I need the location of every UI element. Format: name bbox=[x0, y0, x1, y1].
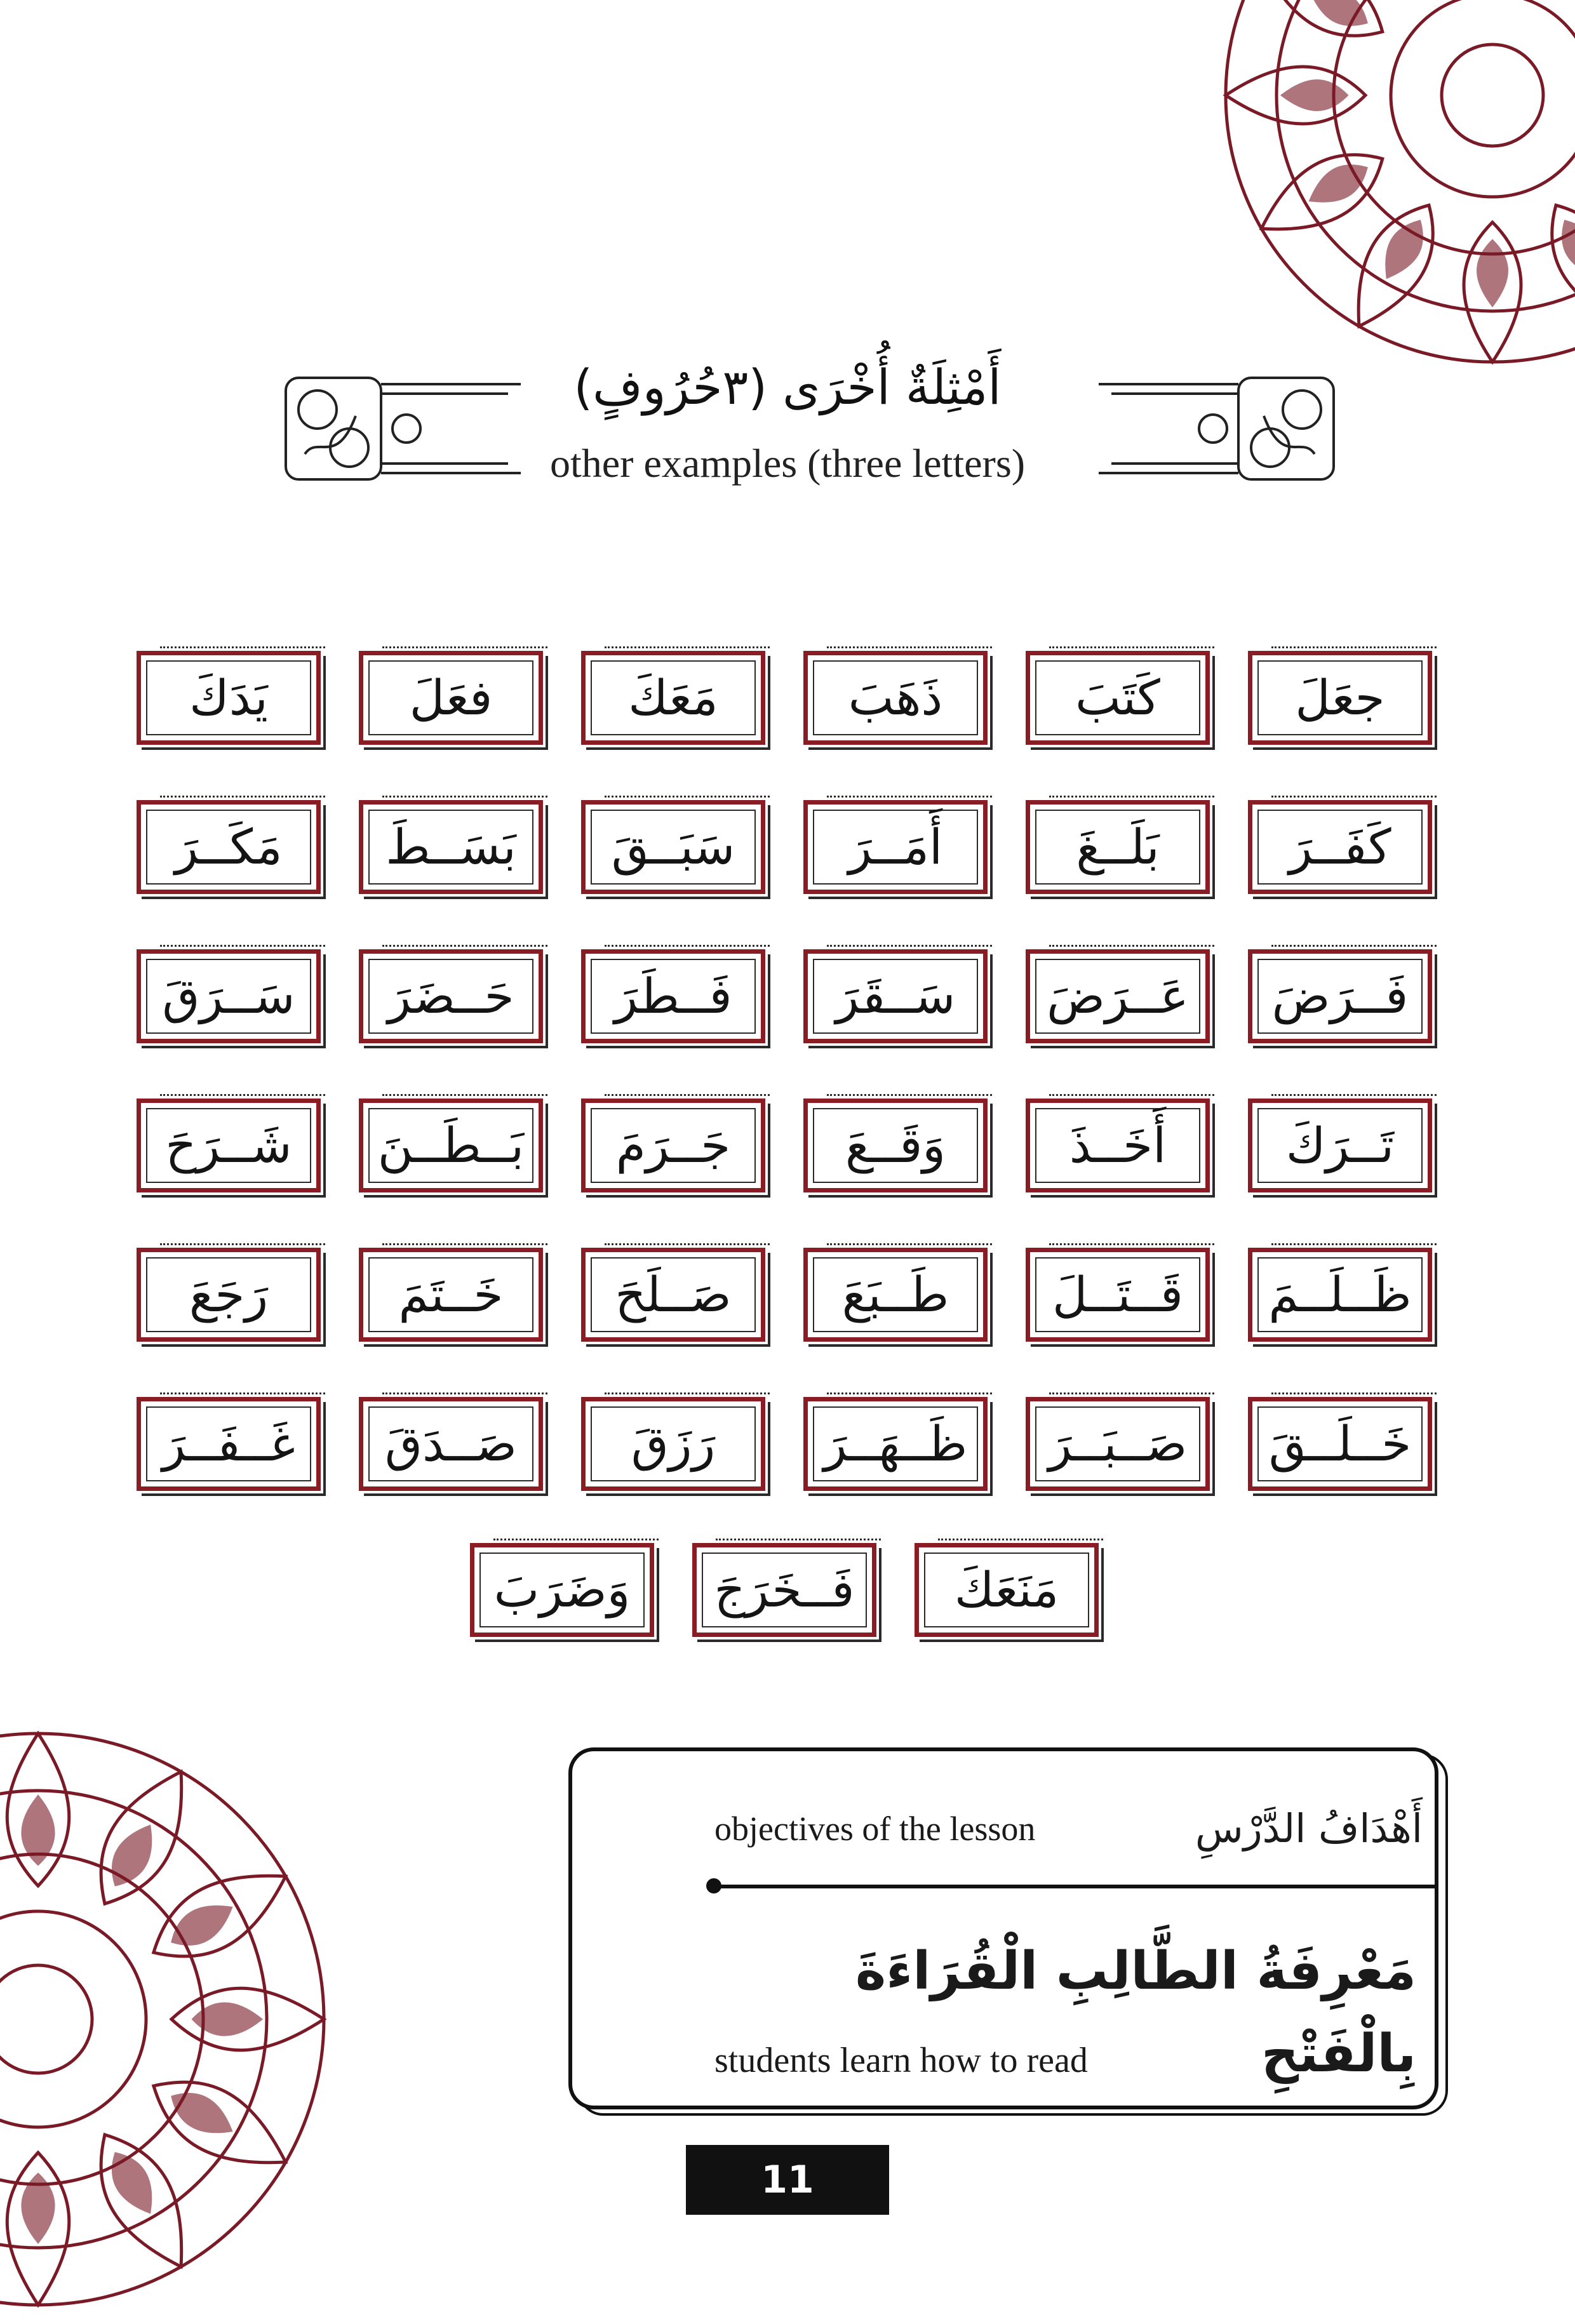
word-card bbox=[1248, 651, 1432, 745]
word-text: فعَلَ bbox=[409, 669, 493, 726]
objectives-divider-dot bbox=[706, 1878, 721, 1893]
word-card bbox=[137, 1397, 321, 1491]
word-card bbox=[692, 1543, 876, 1637]
word-card bbox=[1248, 1397, 1432, 1491]
word-card bbox=[581, 651, 765, 745]
word-text: جَــرَمَ bbox=[615, 1117, 731, 1173]
word-card bbox=[1026, 1397, 1210, 1491]
word-card bbox=[803, 651, 988, 745]
word-card bbox=[581, 1397, 765, 1491]
word-text: ظَــهَــرَ bbox=[823, 1415, 968, 1472]
word-card bbox=[137, 1099, 321, 1192]
word-card bbox=[581, 949, 765, 1043]
word-text: بَــطَــنَ bbox=[377, 1117, 525, 1173]
word-text: سَبَــقَ bbox=[611, 818, 735, 875]
word-text: أَخَــذَ bbox=[1069, 1117, 1167, 1173]
word-card bbox=[1026, 800, 1210, 894]
word-card bbox=[1248, 800, 1432, 894]
word-card bbox=[1026, 651, 1210, 745]
word-text: كَفَــرَ bbox=[1289, 818, 1391, 875]
word-card bbox=[581, 800, 765, 894]
objectives-text-arabic: مَعْرِفَةُ الطَّالِبِ الْقُرَاءَةَ بِالْفَتْحِ bbox=[855, 1941, 1416, 2084]
word-text: وَقَــعَ bbox=[845, 1117, 946, 1173]
word-text: تَــرَكَ bbox=[1285, 1117, 1395, 1173]
word-card bbox=[137, 1248, 321, 1342]
word-text: طَــبَعَ bbox=[841, 1266, 949, 1323]
word-text: بَلَــغَ bbox=[1076, 818, 1160, 875]
word-card bbox=[803, 949, 988, 1043]
word-text: بَسَــطَ bbox=[385, 818, 516, 875]
word-card bbox=[470, 1543, 654, 1637]
word-text: كَتَبَ bbox=[1075, 669, 1160, 726]
objectives-heading-arabic: أَهْدَافُ الدَّرْسِ bbox=[1195, 1805, 1423, 1852]
word-text: وَضَرَبَ bbox=[493, 1561, 631, 1618]
word-text: رَجَعَ bbox=[189, 1266, 269, 1323]
word-text: عَــرَضَ bbox=[1047, 968, 1189, 1024]
word-card bbox=[1248, 1248, 1432, 1342]
word-text: سَــقَرَ bbox=[835, 968, 956, 1024]
word-card bbox=[803, 800, 988, 894]
word-card bbox=[803, 1397, 988, 1491]
word-card bbox=[359, 1248, 543, 1342]
page-title-arabic: أَمْثِلَةٌ أُخْرَى (٣حُرُوفٍ) bbox=[573, 359, 1002, 415]
word-text: جعَلَ bbox=[1295, 669, 1385, 726]
objectives-text-english: students learn how to read bbox=[714, 2041, 1088, 2080]
word-card bbox=[137, 800, 321, 894]
word-text: صَــبَــرَ bbox=[1048, 1415, 1188, 1472]
word-card bbox=[137, 949, 321, 1043]
word-text: ظَــلَــمَ bbox=[1268, 1266, 1412, 1323]
scroll-ornament-left bbox=[279, 371, 527, 486]
word-text: ذَهَبَ bbox=[848, 669, 943, 726]
word-card bbox=[359, 800, 543, 894]
word-card bbox=[359, 1099, 543, 1192]
word-card bbox=[1026, 949, 1210, 1043]
word-card bbox=[137, 651, 321, 745]
mandala-ornament-top-right bbox=[1207, 0, 1575, 381]
mandala-ornament-bottom-left bbox=[0, 1714, 343, 2324]
word-text: فَــخَرَجَ bbox=[714, 1561, 855, 1618]
word-text: فَــطَرَ bbox=[614, 968, 732, 1024]
word-text: قَــتَــلَ bbox=[1052, 1266, 1183, 1323]
word-text: مَنَعَكَ bbox=[954, 1561, 1059, 1618]
word-text: صَــلَحَ bbox=[615, 1266, 732, 1323]
word-card bbox=[915, 1543, 1099, 1637]
objectives-divider bbox=[708, 1885, 1438, 1888]
word-card bbox=[1026, 1099, 1210, 1192]
word-text: غَــفَــرَ bbox=[162, 1415, 295, 1472]
word-text: سَــرَقَ bbox=[162, 968, 295, 1024]
word-text: صَــدَقَ bbox=[385, 1415, 517, 1472]
word-card bbox=[359, 1397, 543, 1491]
word-card bbox=[581, 1099, 765, 1192]
word-card bbox=[803, 1248, 988, 1342]
word-card bbox=[581, 1248, 765, 1342]
word-text: خَــلَــقَ bbox=[1268, 1415, 1412, 1472]
word-card bbox=[359, 949, 543, 1043]
word-text: خَــتَمَ bbox=[398, 1266, 504, 1323]
word-card bbox=[1026, 1248, 1210, 1342]
word-text: يَدَكَ bbox=[189, 669, 268, 726]
scroll-ornament-right bbox=[1092, 371, 1340, 486]
word-text: مَعَكَ bbox=[628, 669, 718, 726]
word-card bbox=[1248, 949, 1432, 1043]
word-text: شَــرَحَ bbox=[165, 1117, 292, 1173]
word-text: رَزَقَ bbox=[631, 1415, 716, 1472]
word-text: أَمَــرَ bbox=[848, 818, 943, 875]
page-number: 11 bbox=[686, 2145, 889, 2215]
word-text: فَــرَضَ bbox=[1271, 968, 1409, 1024]
word-card bbox=[803, 1099, 988, 1192]
word-card bbox=[359, 651, 543, 745]
word-card bbox=[1248, 1099, 1432, 1192]
word-text: مَكَــرَ bbox=[175, 818, 283, 875]
page-title-english: other examples (three letters) bbox=[549, 441, 1026, 486]
objectives-heading-english: objectives of the lesson bbox=[714, 1810, 1036, 1848]
word-text: حَــضَرَ bbox=[387, 968, 514, 1024]
